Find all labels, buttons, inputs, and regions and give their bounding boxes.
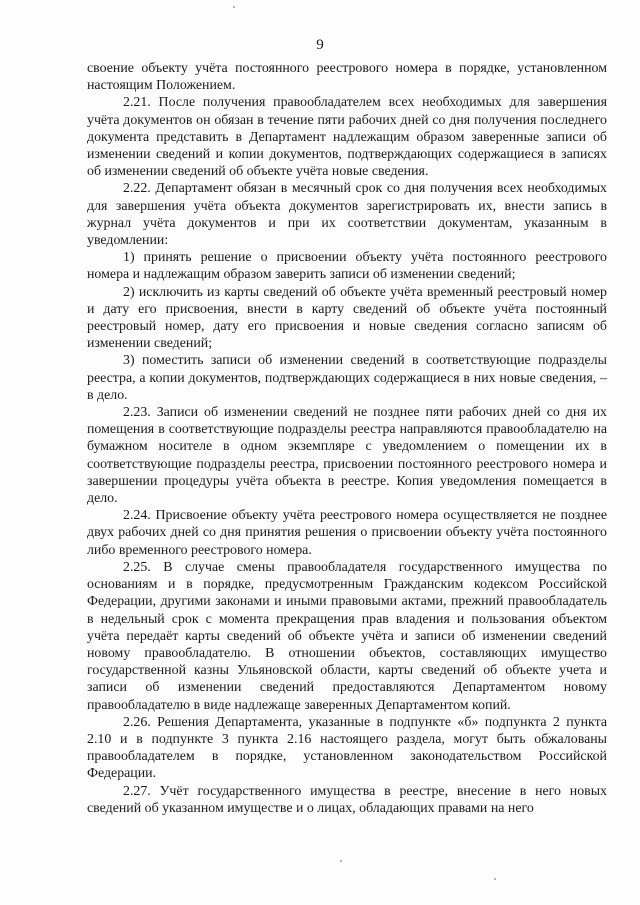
page-body bbox=[87, 60, 607, 817]
list-item-3: 3) поместить записи об изменении сведений в соответствующие подразделы реестра, а копии документов, подтверждающих содержащиеся в них новые сведения, – в дело. bbox=[87, 353, 607, 403]
paragraph-continuation: своение объекту учёта постоянного реестрового номера в порядке, установленном настоящим Положением. bbox=[87, 61, 607, 94]
list-item-2: 2) исключить из карты сведений об объекте учёта временный реестровый номер и дату его присвоения, внести в карту сведений об объекте учёта постоянный реестровый номер, дату его присвоения и новые сведения согласно записям об изменении сведений; bbox=[87, 284, 607, 352]
paragraph-2-26: 2.26. Решения Департамента, указанные в подпункте «б» подпункта 2 пункта 2.10 и в подпункте 3 пункта 2.16 настоящего раздела, могут быть обжалованы правообладателем в порядке, установленном законодательством Российской Федерации. bbox=[87, 714, 607, 782]
paragraph-2-25: 2.25. В случае смены правообладателя государственного имущества по основаниям и в порядке, предусмотренным Гражданским кодексом Российской Федерации, другими законами и иными правовыми актами, прежний правообладатель в недельный срок с момента прекращения прав владения и пользования объектом учёта передаёт карты сведений об объекте учёта и записи об изменении сведений новому правообладателю. В отношении объектов, составляющих имущество государственной казны Ульяновской области, карты сведений об объекте учета и записи об изменении сведений предоставляются Департаментом новому правообладателю в виде надлежаще заверенных Департаментом копий. bbox=[87, 559, 607, 713]
paragraph-2-24: 2.24. Присвоение объекту учёта реестрового номера осуществляется не позднее двух рабочих дней со дня принятия решения о присвоении объекту учёта постоянного либо временного реестрового номера. bbox=[87, 508, 607, 558]
paragraph-2-27: 2.27. Учёт государственного имущества в реестре, внесение в него новых сведений об указанном имуществе и о лицах, обладающих правами на него bbox=[87, 783, 607, 816]
scan-speck bbox=[494, 878, 496, 880]
paragraph-2-21: 2.21. После получения правообладателем всех необходимых для завершения учёта документов он обязан в течение пяти рабочих дней со дня получения последнего документа представить в Департамент надлежащим образом заверенные записи об изменении сведений и копии документов, подтверждающих содержащиеся в записях об изменении сведений об объекте учёта новые сведения. bbox=[87, 95, 607, 180]
scan-speck bbox=[340, 860, 342, 862]
page-number: 9 bbox=[316, 37, 324, 53]
paragraph-2-23: 2.23. Записи об изменении сведений не позднее пяти рабочих дней со дня их помещения в соответствующие подразделы реестра направляются правообладателю на бумажном носителе в одном экземпляре с уведомлением о помещении их в соответствующие подразделы реестра, присвоении постоянного реестрового номера и завершении процедуры учёта объекта в реестре. Копия уведомления помещается в дело. bbox=[87, 405, 607, 507]
scan-speck bbox=[233, 6, 235, 8]
list-item-1: 1) принять решение о присвоении объекту учёта постоянного реестрового номера и надлежащим образом заверить записи об изменении сведений; bbox=[87, 250, 607, 283]
paragraph-2-22: 2.22. Департамент обязан в месячный срок со дня получения всех необходимых для завершения учёта объекта документов зарегистрировать их, внести запись в журнал учёта документов и при их соответствии документам, указанным в уведомлении: bbox=[87, 181, 607, 249]
